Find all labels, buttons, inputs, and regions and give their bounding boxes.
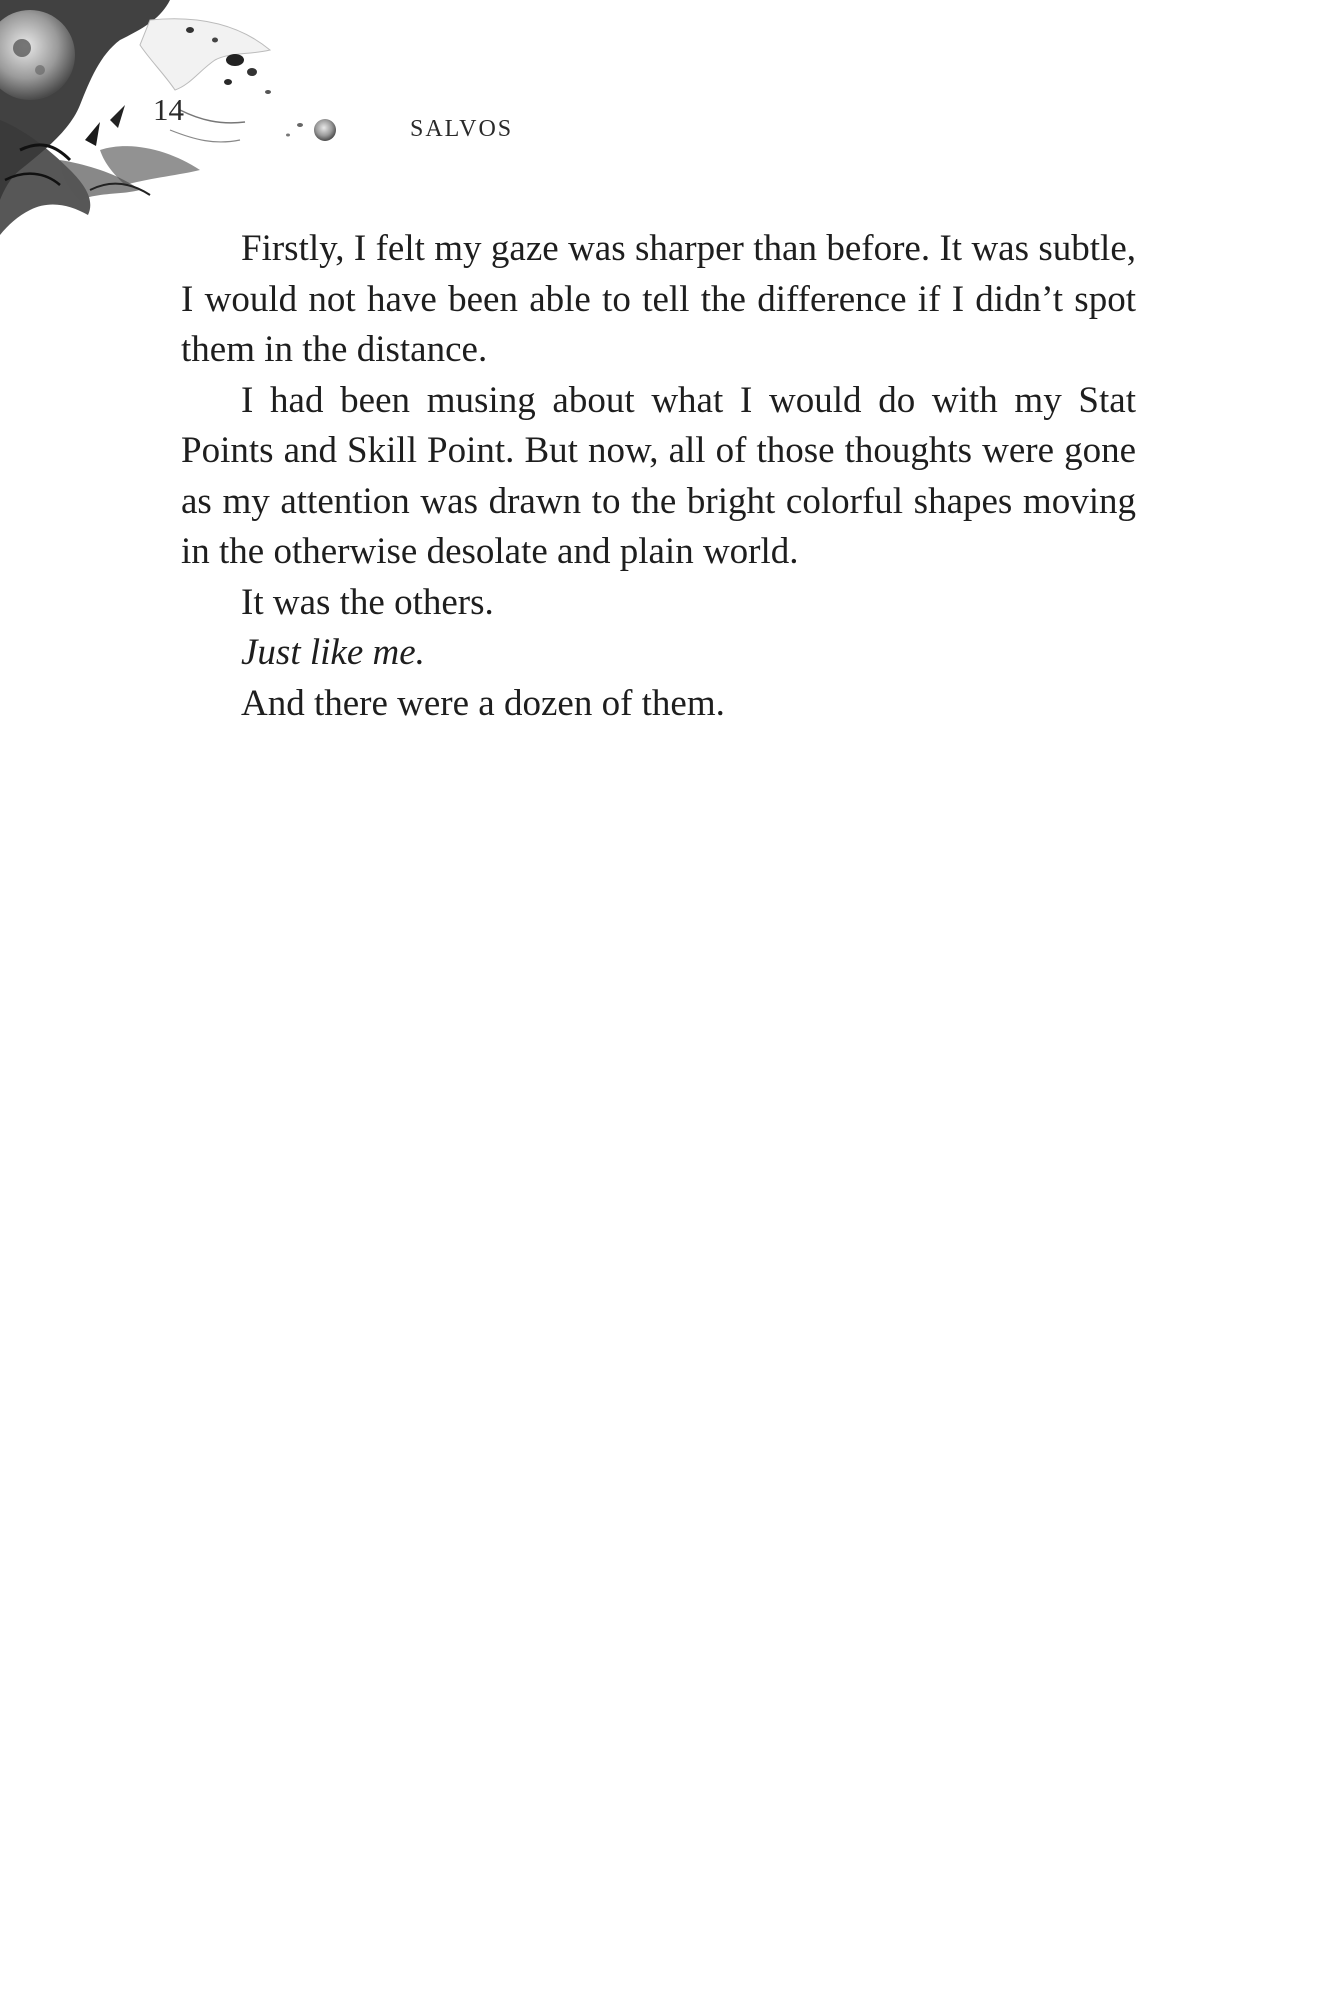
paragraph: Firstly, I felt my gaze was sharper than before. It was subtle, I would not have been able to tell the difference if I didn’t spot them in the distance. bbox=[181, 228, 1136, 370]
paragraph: And there were a dozen of them. bbox=[241, 682, 725, 724]
body-text bbox=[181, 224, 1136, 729]
page-number: 14 bbox=[153, 92, 184, 127]
paragraph: I had been musing about what I would do with my Stat Points and Skill Point. But now, all of those thoughts were gone as my attention was drawn to the bright colorful shapes moving in the otherwise desolate and plain world. bbox=[181, 379, 1136, 572]
paragraph-italic: Just like me. bbox=[241, 632, 425, 673]
paragraph: It was the others. bbox=[241, 581, 494, 623]
ink-splash-illustration-icon bbox=[0, 0, 340, 260]
running-head: SALVOS bbox=[410, 116, 514, 142]
